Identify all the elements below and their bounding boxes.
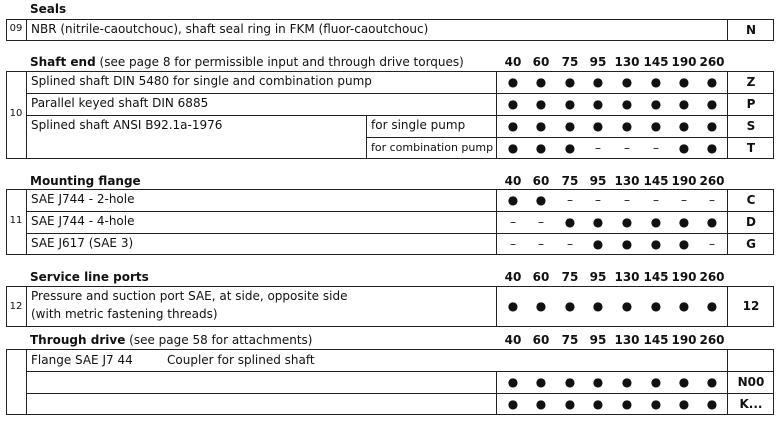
- ports-line-2: (with metric fastening threads): [31, 307, 218, 321]
- through-row-2-mark: ●: [706, 397, 718, 411]
- ports-row-mark: ●: [592, 299, 604, 313]
- through-row-2-mark: ●: [650, 397, 662, 411]
- shaft-row-1-mark: ●: [507, 75, 519, 89]
- through-row-1-code: N00: [737, 375, 765, 389]
- shaft-row-1-mark: ●: [535, 75, 547, 89]
- shaft-row-3-mark: ●: [592, 119, 604, 133]
- flange-row-2-mark: ●: [621, 215, 633, 229]
- shaft-row-3-mark: ●: [535, 119, 547, 133]
- flange-number: 11: [9, 215, 23, 226]
- flange-size-190: 190: [671, 174, 697, 188]
- through-size-260: 260: [699, 333, 725, 347]
- shaft-row-2-code: P: [746, 97, 756, 111]
- flange-row-1-label: SAE J744 - 2-hole: [31, 192, 135, 206]
- shaft-row-2-label: Parallel keyed shaft DIN 6885: [31, 96, 209, 110]
- flange-row-3-mark: ●: [621, 237, 633, 251]
- through-size-40: 40: [504, 333, 522, 347]
- through-row-1-mark: ●: [564, 375, 576, 389]
- through-flange-label: Flange SAE J7 44: [31, 353, 133, 367]
- ports-row-mark: ●: [706, 299, 718, 313]
- ports-row-mark: ●: [678, 299, 690, 313]
- shaft-row-2-mark: ●: [650, 97, 662, 111]
- shaft-row-4-mark: ●: [706, 141, 718, 155]
- flange-row-2-mark: ●: [706, 215, 718, 229]
- through-row-1-mark: ●: [678, 375, 690, 389]
- through-size-95: 95: [589, 333, 607, 347]
- flange-size-145: 145: [643, 174, 669, 188]
- shaft-title: [30, 55, 464, 69]
- shaft-title-text: Shaft end: [30, 55, 96, 69]
- through-size-145: 145: [643, 333, 669, 347]
- flange-size-40: 40: [504, 174, 522, 188]
- ports-row-mark: ●: [564, 299, 576, 313]
- through-coupler-label: Coupler for splined shaft: [167, 353, 315, 367]
- ports-size-190: 190: [671, 270, 697, 284]
- flange-row-2-mark: –: [510, 215, 516, 229]
- through-row-1-mark: ●: [507, 375, 519, 389]
- ports-number: 12: [9, 301, 23, 312]
- flange-size-95: 95: [589, 174, 607, 188]
- ports-title: Service line ports: [30, 270, 149, 284]
- seals-code: N: [745, 23, 757, 37]
- shaft-row-4-code: T: [746, 141, 756, 155]
- shaft-size-145: 145: [643, 55, 669, 69]
- shaft-row-4-sub: for combination pump: [371, 141, 494, 154]
- through-row-2-mark: ●: [678, 397, 690, 411]
- shaft-row-2-mark: ●: [621, 97, 633, 111]
- through-title-text: Through drive: [30, 333, 126, 347]
- ports-size-95: 95: [589, 270, 607, 284]
- shaft-row-1-code: Z: [746, 75, 756, 89]
- through-note: (see page 58 for attachments): [125, 333, 313, 347]
- flange-row-2-label: SAE J744 - 4-hole: [31, 214, 135, 228]
- ports-size-60: 60: [532, 270, 550, 284]
- shaft-row-3-mark: ●: [621, 119, 633, 133]
- flange-row-1-code: C: [746, 193, 756, 207]
- shaft-row-3-mark: ●: [678, 119, 690, 133]
- through-row-1-mark: ●: [592, 375, 604, 389]
- shaft-row-4-mark: –: [653, 141, 659, 155]
- flange-row-3-mark: –: [567, 237, 573, 251]
- flange-row-1-mark: –: [567, 193, 573, 207]
- flange-row-3-mark: –: [709, 237, 715, 251]
- shaft-row-1-mark: ●: [706, 75, 718, 89]
- shaft-size-95: 95: [589, 55, 607, 69]
- shaft-size-190: 190: [671, 55, 697, 69]
- shaft-row-4-mark: ●: [507, 141, 519, 155]
- flange-row-2-mark: ●: [564, 215, 576, 229]
- ports-line-1: Pressure and suction port SAE, at side, opposite side: [31, 289, 348, 303]
- flange-row-3-code: G: [746, 237, 756, 251]
- shaft-row-3-mark: ●: [706, 119, 718, 133]
- flange-row-1-mark: –: [681, 193, 687, 207]
- flange-row-2-mark: ●: [678, 215, 690, 229]
- shaft-row-1-mark: ●: [650, 75, 662, 89]
- seals-title: Seals: [30, 2, 67, 16]
- flange-row-2-mark: ●: [650, 215, 662, 229]
- flange-row-1-mark: –: [624, 193, 630, 207]
- through-row-2-mark: ●: [592, 397, 604, 411]
- flange-row-1-mark: –: [595, 193, 601, 207]
- ports-row-mark: ●: [621, 299, 633, 313]
- through-row-1-mark: ●: [621, 375, 633, 389]
- shaft-row-3-mark: ●: [650, 119, 662, 133]
- through-size-190: 190: [671, 333, 697, 347]
- shaft-row-4-mark: –: [595, 141, 601, 155]
- shaft-row-2-mark: ●: [564, 97, 576, 111]
- flange-row-1-mark: ●: [507, 193, 519, 207]
- shaft-note: (see page 8 for permissible input and through drive torques): [95, 55, 464, 69]
- through-row-1-mark: ●: [706, 375, 718, 389]
- shaft-row-4-mark: ●: [535, 141, 547, 155]
- through-row-2-mark: ●: [507, 397, 519, 411]
- flange-size-130: 130: [614, 174, 640, 188]
- ports-row-mark: ●: [507, 299, 519, 313]
- shaft-size-130: 130: [614, 55, 640, 69]
- flange-row-2-mark: ●: [592, 215, 604, 229]
- flange-row-1-mark: ●: [535, 193, 547, 207]
- shaft-size-260: 260: [699, 55, 725, 69]
- through-row-2-code: K...: [739, 397, 763, 411]
- flange-title: Mounting flange: [30, 174, 141, 188]
- shaft-row-3-mark: ●: [564, 119, 576, 133]
- flange-row-3-label: SAE J617 (SAE 3): [31, 236, 134, 250]
- shaft-row-1-label: Splined shaft DIN 5480 for single and combination pump: [31, 74, 372, 88]
- ports-size-40: 40: [504, 270, 522, 284]
- shaft-size-60: 60: [532, 55, 550, 69]
- shaft-row-2-mark: ●: [535, 97, 547, 111]
- ports-row-code: 12: [742, 299, 760, 313]
- seals-text: NBR (nitrile-caoutchouc), shaft seal ring in FKM (fluor-caoutchouc): [31, 22, 429, 36]
- shaft-row-1-mark: ●: [564, 75, 576, 89]
- flange-row-3-mark: ●: [592, 237, 604, 251]
- flange-row-1-mark: –: [709, 193, 715, 207]
- shaft-row-3-code: S: [746, 119, 756, 133]
- shaft-row-2-mark: ●: [706, 97, 718, 111]
- shaft-row-4-mark: ●: [678, 141, 690, 155]
- through-row-2-mark: ●: [564, 397, 576, 411]
- through-size-130: 130: [614, 333, 640, 347]
- flange-size-260: 260: [699, 174, 725, 188]
- shaft-row-1-mark: ●: [678, 75, 690, 89]
- seals-number: 09: [9, 23, 23, 34]
- shaft-row-2-mark: ●: [592, 97, 604, 111]
- shaft-row-3-label: Splined shaft ANSI B92.1a-1976: [31, 118, 223, 132]
- shaft-row-2-mark: ●: [678, 97, 690, 111]
- shaft-row-4-mark: –: [624, 141, 630, 155]
- shaft-number: 10: [9, 108, 23, 119]
- flange-row-3-mark: –: [510, 237, 516, 251]
- shaft-row-1-mark: ●: [621, 75, 633, 89]
- shaft-size-75: 75: [561, 55, 579, 69]
- shaft-row-3-mark: ●: [507, 119, 519, 133]
- through-size-75: 75: [561, 333, 579, 347]
- ports-row-mark: ●: [650, 299, 662, 313]
- flange-size-60: 60: [532, 174, 550, 188]
- flange-row-3-mark: –: [538, 237, 544, 251]
- through-row-1-mark: ●: [535, 375, 547, 389]
- flange-row-2-code: D: [746, 215, 756, 229]
- shaft-row-4-mark: ●: [564, 141, 576, 155]
- flange-size-75: 75: [561, 174, 579, 188]
- through-row-2-mark: ●: [535, 397, 547, 411]
- through-title: [30, 333, 312, 347]
- ports-size-75: 75: [561, 270, 579, 284]
- through-row-2-mark: ●: [621, 397, 633, 411]
- ports-size-145: 145: [643, 270, 669, 284]
- ports-size-260: 260: [699, 270, 725, 284]
- shaft-row-2-mark: ●: [507, 97, 519, 111]
- flange-row-2-mark: –: [538, 215, 544, 229]
- flange-row-3-mark: ●: [650, 237, 662, 251]
- through-row-1-mark: ●: [650, 375, 662, 389]
- shaft-row-3-sub: for single pump: [371, 118, 466, 132]
- ports-row-mark: ●: [535, 299, 547, 313]
- shaft-size-40: 40: [504, 55, 522, 69]
- flange-row-1-mark: –: [653, 193, 659, 207]
- ports-size-130: 130: [614, 270, 640, 284]
- flange-row-3-mark: ●: [678, 237, 690, 251]
- shaft-row-1-mark: ●: [592, 75, 604, 89]
- through-size-60: 60: [532, 333, 550, 347]
